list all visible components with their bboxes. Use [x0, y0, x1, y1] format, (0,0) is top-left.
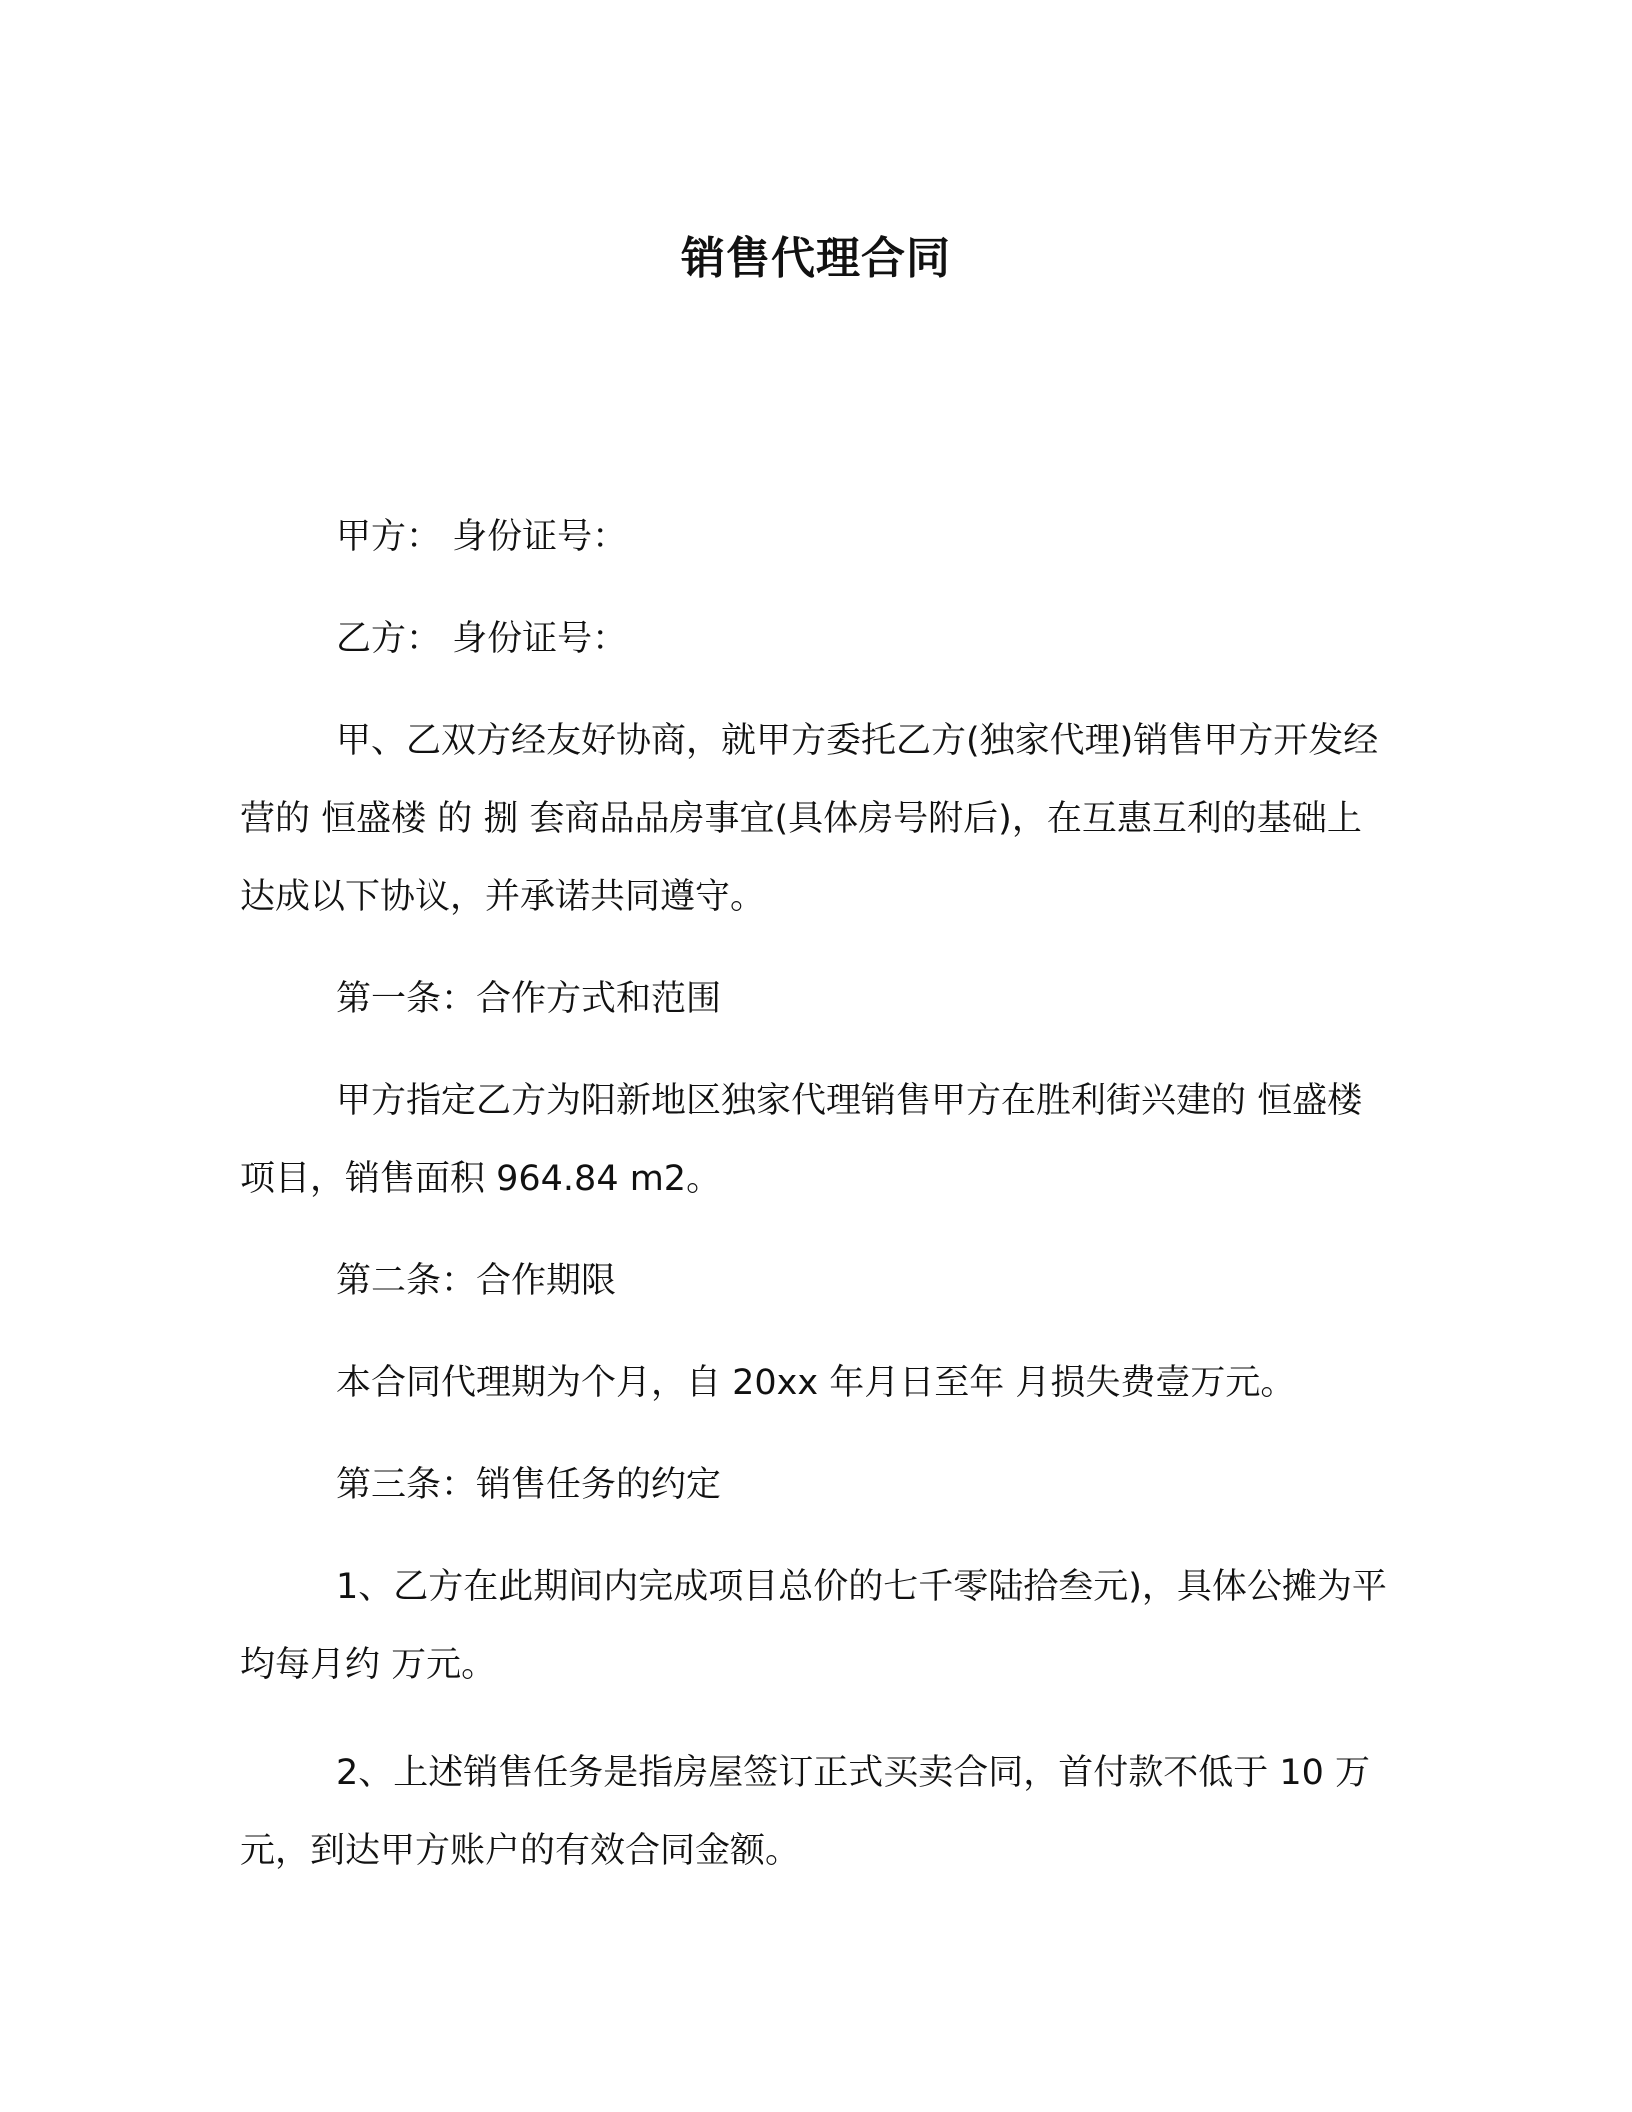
document-body: [240, 498, 1390, 1890]
article-2-paragraph: 本合同代理期为个月，自 20xx 年月日至年 月损失费壹万元。: [336, 1363, 1296, 1403]
document-title: 销售代理合同: [681, 233, 951, 284]
article-3-item-1: 1、乙方在此期间内完成项目总价的七千零陆拾叁元)，具体公摊为平均每月约 万元。: [240, 1567, 1387, 1685]
article-1-paragraph: 甲方指定乙方为阳新地区独家代理销售甲方在胜利街兴建的 恒盛楼 项目，销售面积 964.84 m2。: [240, 1081, 1363, 1199]
article-2-heading: 第二条：合作期限: [336, 1261, 617, 1301]
article-3-item-2: 2、上述销售任务是指房屋签订正式买卖合同，首付款不低于 10 万元，到达甲方账户的有效合同金额。: [240, 1753, 1371, 1871]
party-a-line: 甲方： 身份证号：: [336, 517, 628, 557]
party-b-line: 乙方： 身份证号：: [336, 619, 628, 659]
article-1-heading: 第一条：合作方式和范围: [336, 979, 722, 1019]
preamble-paragraph: 甲、乙双方经友好协商，就甲方委托乙方(独家代理)销售甲方开发经营的 恒盛楼 的 捌 套商品品房事宜(具体房号附后)，在互惠互利的基础上达成以下协议，并承诺共同遵守。: [240, 721, 1379, 917]
article-3-heading: 第三条：销售任务的约定: [336, 1465, 722, 1505]
